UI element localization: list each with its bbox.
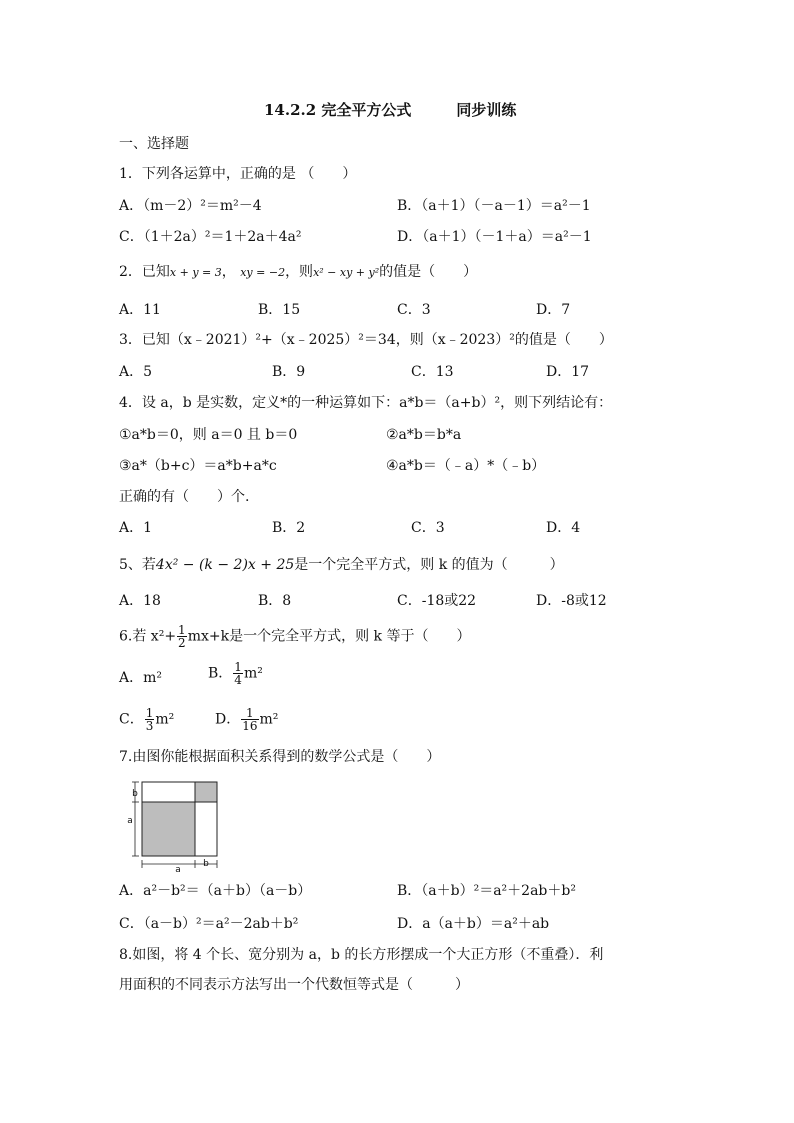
q8-line-1: 8.如图，将 4 个长、宽分别为 a，b 的长方形摆成一个大正方形（不重叠）．利: [119, 947, 604, 963]
q1-option-d: D．（a＋1）（－1＋a）＝a²－1: [397, 229, 592, 245]
q8-line-2: 用面积的不同表示方法写出一个代数恒等式是（ ）: [119, 977, 469, 993]
q4-option-b: B．2: [272, 520, 306, 536]
q3-option-a: A．5: [119, 364, 153, 380]
q7-option-a: A．a²－b²＝（a＋b）（a－b）: [119, 883, 312, 899]
q3-option-d: D．17: [546, 364, 590, 380]
q6-prefix: 6.若 x²+: [119, 628, 177, 645]
q5-option-d: D．-8或12: [536, 593, 607, 609]
q4-statement-2: ②a*b＝b*a: [386, 427, 462, 443]
q6-option-c: C． $\frac{1}{3}$ m²: [119, 706, 175, 733]
q1-option-a: A．（m－2）²＝m²－4: [119, 198, 262, 214]
q6-option-d: D． $\frac{1}{16}$ m²: [215, 706, 279, 733]
q5-suffix: 是一个完全平方式，则 k 的值为（ ）: [294, 557, 564, 573]
q7-stem: 7.由图你能根据面积关系得到的数学公式是（ ）: [119, 749, 441, 765]
shaded-square-a: [142, 802, 195, 856]
q1-option-c: C．（1＋2a）²＝1＋2a＋4a²: [119, 229, 302, 245]
q6-stem: [119, 624, 470, 649]
q7-option-b: B．（a＋b）²＝a²＋2ab＋b²: [397, 883, 576, 899]
q3-option-c: C．13: [411, 364, 454, 380]
shaded-square-b: [195, 782, 217, 802]
q4-option-a: A．1: [119, 520, 153, 536]
q6-option-b-fraction: $\frac{1}{4}$: [234, 660, 242, 687]
q5-prefix: 5、若: [119, 557, 156, 573]
label-a-bottom: a: [175, 865, 181, 873]
q4-option-d: D．4: [546, 520, 581, 536]
q6-suffix: mx+k是一个完全平方式，则 k 等于（ ）: [187, 628, 471, 645]
q4-statement-1: ①a*b＝0，则 a＝0 且 b＝0: [119, 427, 298, 443]
q2-stem: 2．已知x + y = 3， xy = −2，则x² − xy + y²的值是（ ）: [119, 264, 478, 280]
q2-condition-2: xy = −2: [240, 266, 286, 279]
q2-option-c: C．3: [397, 302, 431, 318]
q2-expression: x² − xy + y²: [313, 266, 380, 279]
q7-option-c: C．（a－b）²＝a²－2ab＋b²: [119, 916, 299, 932]
label-b-bottom: b: [203, 859, 209, 869]
q6-option-d-fraction: $\frac{1}{16}$: [242, 706, 258, 733]
q1-stem: 1．下列各运算中，正确的是 （ ）: [119, 166, 357, 182]
q4-statement-4: ④a*b＝（﹣a）*（﹣b）: [386, 458, 546, 474]
q5-option-a: A．18: [119, 593, 161, 609]
q6-option-a: A．m²: [119, 670, 163, 686]
section-heading: 一、选择题: [119, 136, 189, 152]
q4-statement-3: ③a*（b+c）＝a*b+a*c: [119, 458, 277, 474]
q4-stem: 4．设 a，b 是实数，定义*的一种运算如下：a*b＝（a+b）²，则下列结论有：: [119, 395, 613, 411]
q6-fraction: $\frac{1}{2}$: [178, 623, 186, 650]
q4-tail: 正确的有（ ）个.: [119, 489, 250, 505]
q7-area-figure: [125, 778, 240, 873]
q2-condition-1: x + y = 3: [169, 266, 222, 279]
q5-stem: [119, 556, 564, 574]
q2-mid: ，则: [285, 264, 314, 280]
q5-option-c: C．-18或22: [397, 593, 477, 609]
q5-option-b: B．8: [258, 593, 292, 609]
q6-option-c-fraction: $\frac{1}{3}$: [145, 706, 154, 733]
q2-prefix: 2．已知: [119, 264, 170, 280]
q6-option-b: B． $\frac{1}{4}$ m²: [208, 660, 263, 687]
q2-option-d: D．7: [536, 302, 571, 318]
q3-stem: 3．已知（x﹣2021）²+（x﹣2025）²＝34，则（x﹣2023）²的值是（ ）: [119, 332, 613, 348]
q2-suffix: 的值是（ ）: [379, 264, 478, 280]
q1-option-b: B．（a＋1）（－a－1）＝a²－1: [397, 198, 591, 214]
page-title: 14.2.2 完全平方公式 同步训练: [264, 101, 517, 119]
q4-option-c: C．3: [411, 520, 445, 536]
q5-expression: 4x² − (k − 2)x + 25: [155, 557, 295, 573]
q7-option-d: D．a（a＋b）＝a²＋ab: [397, 916, 550, 932]
q2-option-a: A．11: [119, 302, 161, 318]
q3-option-b: B．9: [272, 364, 306, 380]
q2-option-b: B．15: [258, 302, 301, 318]
label-b-top: b: [132, 789, 138, 799]
label-a-left: a: [127, 816, 133, 826]
